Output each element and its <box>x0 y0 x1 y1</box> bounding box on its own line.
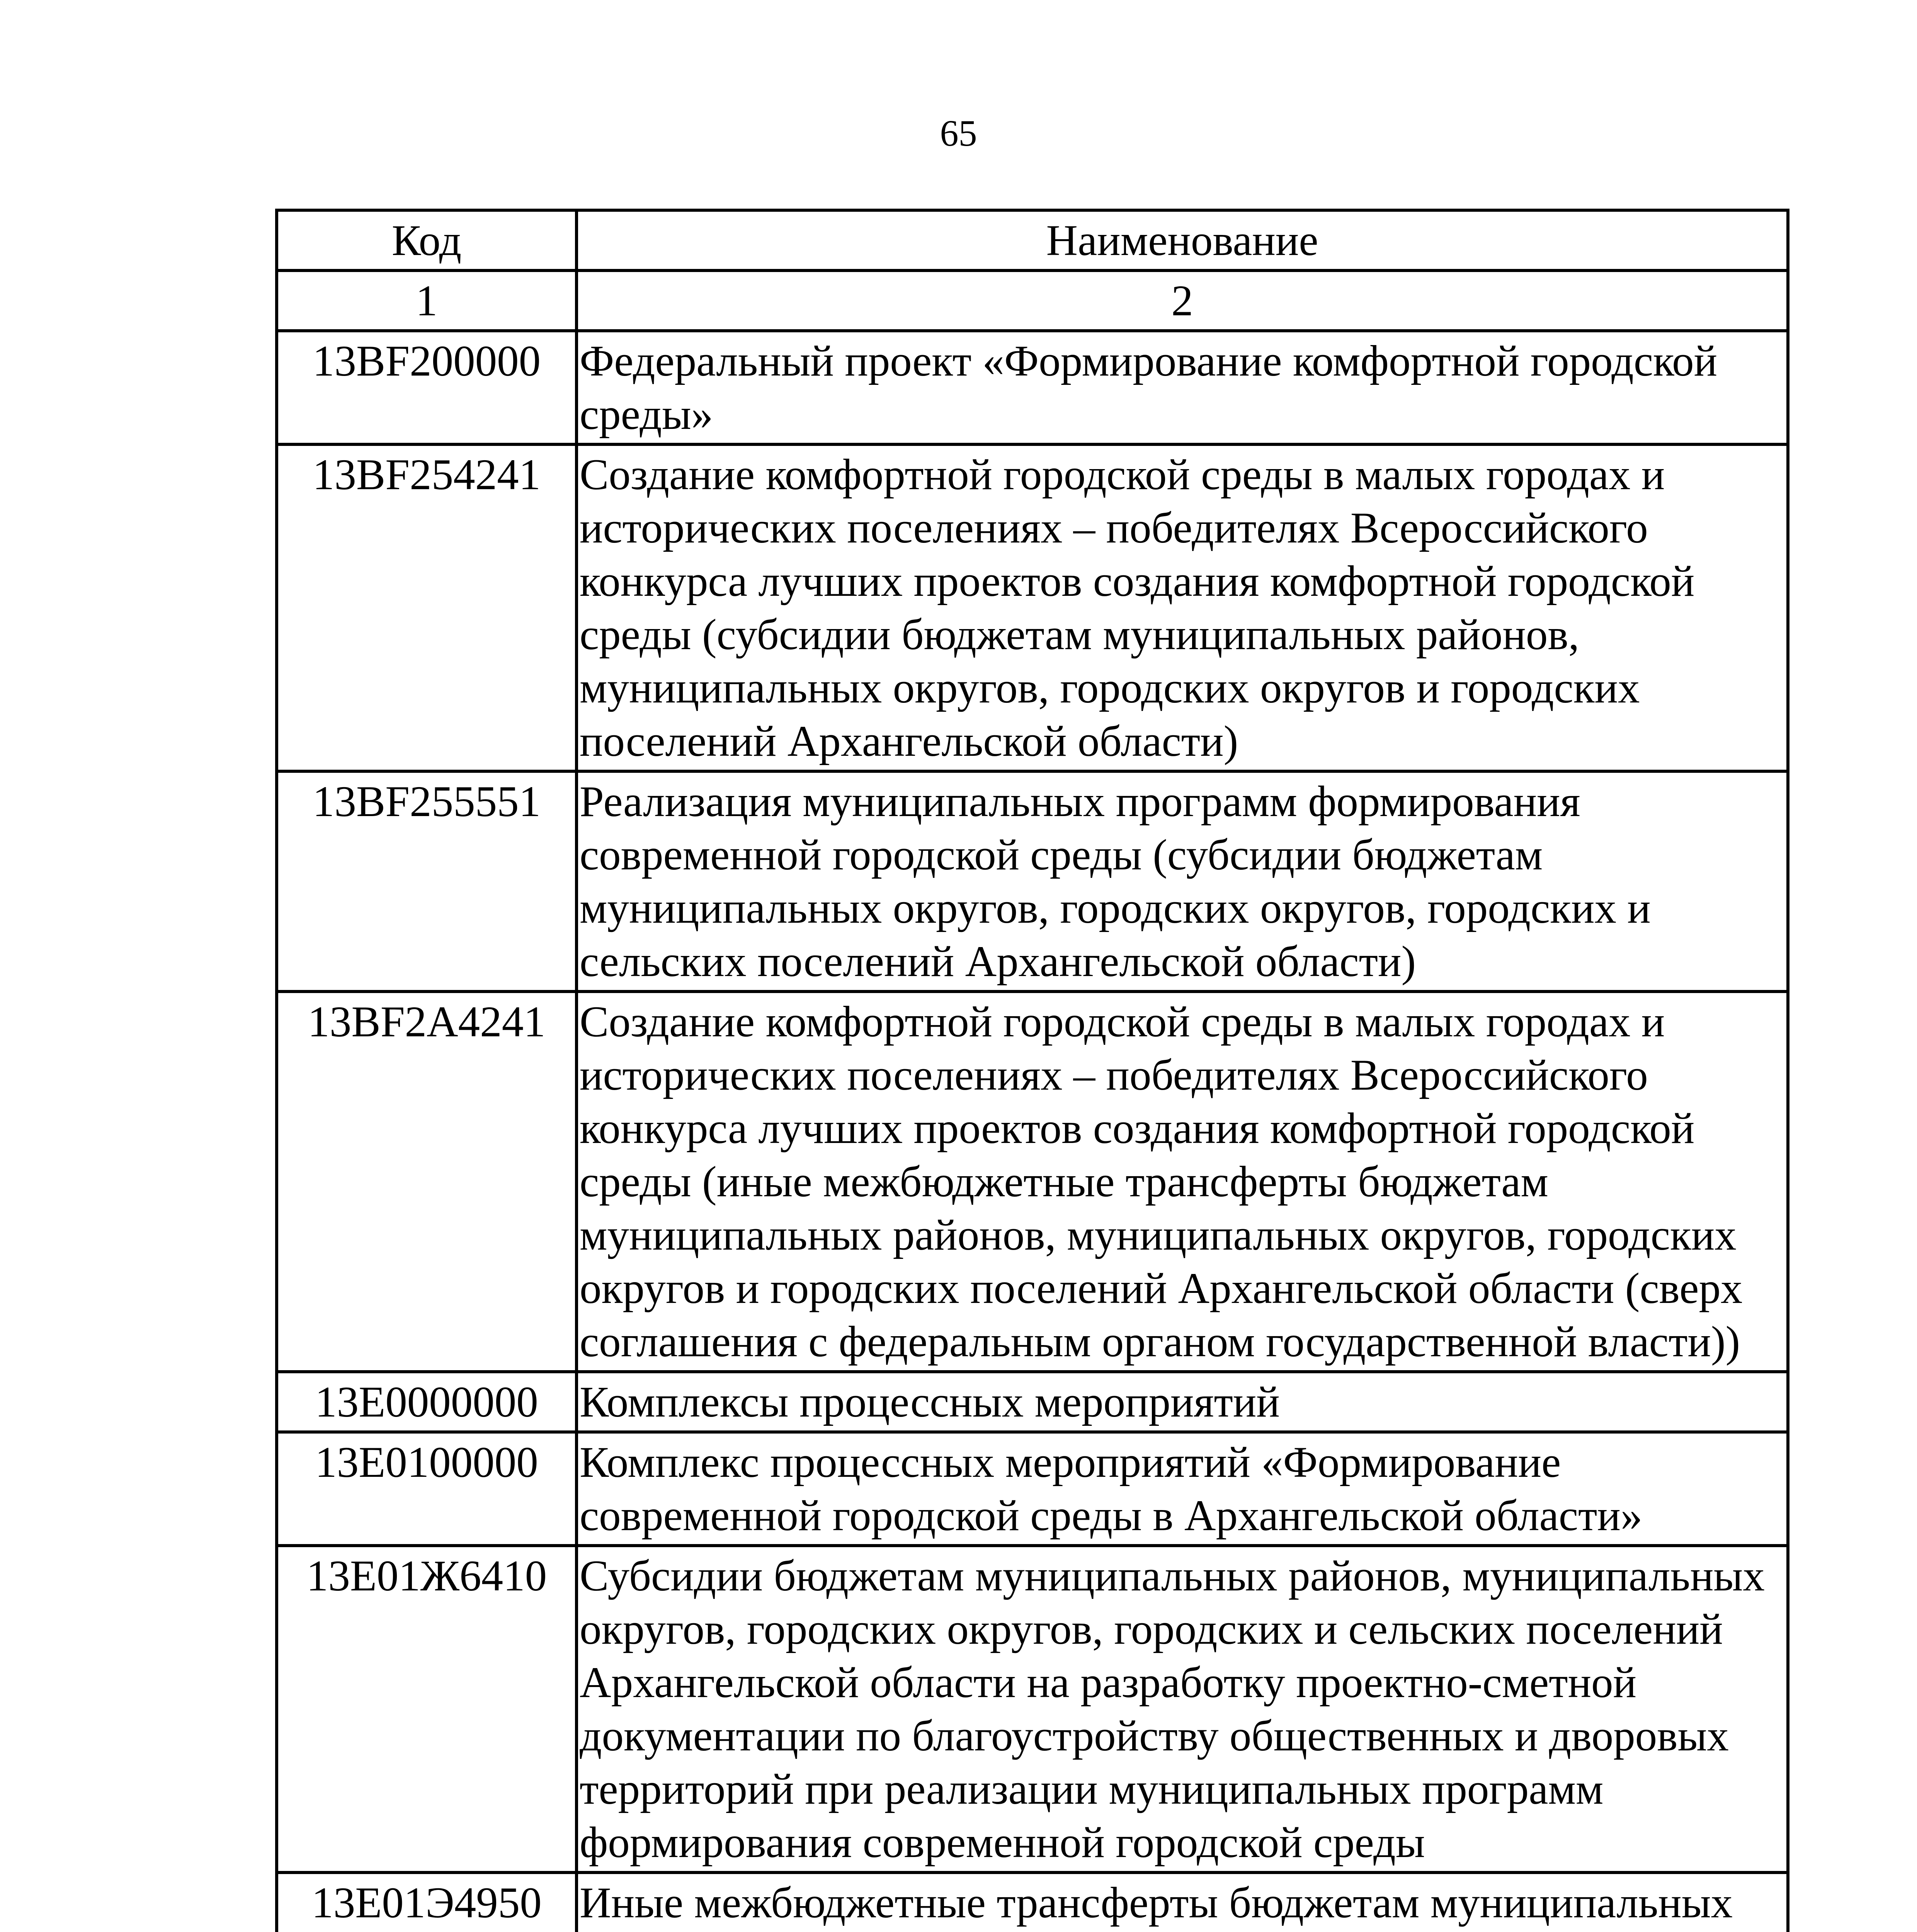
column-number-1: 1 <box>277 270 577 331</box>
row-name: Создание комфортной городской среды в малых городах и исторических поселениях – победителях Всероссийского конкурса лучших проектов создания комфортной городской среды (иные межбюджетные трансферты бюджетам муниципальных районов, муниципальных округов, городских округов и городских поселений Архангельской области (сверх соглашения с федеральным органом государственной власти)) <box>577 992 1788 1372</box>
row-name: Федеральный проект «Формирование комфортной городской среды» <box>577 331 1788 444</box>
row-name: Комплексы процессных мероприятий <box>577 1372 1788 1432</box>
row-name: Создание комфортной городской среды в малых городах и исторических поселениях – победителях Всероссийского конкурса лучших проектов создания комфортной городской среды (субсидии бюджетам муниципальных районов, муниципальных округов, городских округов и городских поселений Архангельской области) <box>577 444 1788 771</box>
table-row <box>277 771 1788 992</box>
table-row <box>277 331 1788 444</box>
row-code: 13BF254241 <box>277 444 577 771</box>
row-code: 13Е01Э4950 <box>277 1872 577 1932</box>
table-row <box>277 1432 1788 1546</box>
table-row <box>277 1372 1788 1432</box>
row-code: 13BF200000 <box>277 331 577 444</box>
table-row <box>277 444 1788 771</box>
table-row <box>277 992 1788 1372</box>
column-number-2: 2 <box>577 270 1788 331</box>
row-code: 13BF2A4241 <box>277 992 577 1372</box>
column-numbers-row <box>277 270 1788 331</box>
table-row <box>277 1872 1788 1932</box>
header-name: Наименование <box>577 210 1788 270</box>
table-row <box>277 1546 1788 1872</box>
table-header-row <box>277 210 1788 270</box>
row-code: 13Е01Ж6410 <box>277 1546 577 1872</box>
row-name: Реализация муниципальных программ формирования современной городской среды (субсидии бюджетам муниципальных округов, городских округов, городских и сельских поселений Архангельской области) <box>577 771 1788 992</box>
page-number: 65 <box>940 112 977 154</box>
budget-codes-table <box>275 209 1789 1932</box>
row-code: 13BF255551 <box>277 771 577 992</box>
row-name: Субсидии бюджетам муниципальных районов, муниципальных округов, городских округов, городских и сельских поселений Архангельской области на разработку проектно-сметной документации по благоустройству общественных и дворовых территорий при реализации муниципальных программ формирования современной городской среды <box>577 1546 1788 1872</box>
row-code: 13Е0100000 <box>277 1432 577 1546</box>
row-name: Иные межбюджетные трансферты бюджетам муниципальных <box>577 1872 1788 1932</box>
header-code: Код <box>277 210 577 270</box>
row-name: Комплекс процессных мероприятий «Формирование современной городской среды в Архангельской области» <box>577 1432 1788 1546</box>
row-code: 13Е0000000 <box>277 1372 577 1432</box>
